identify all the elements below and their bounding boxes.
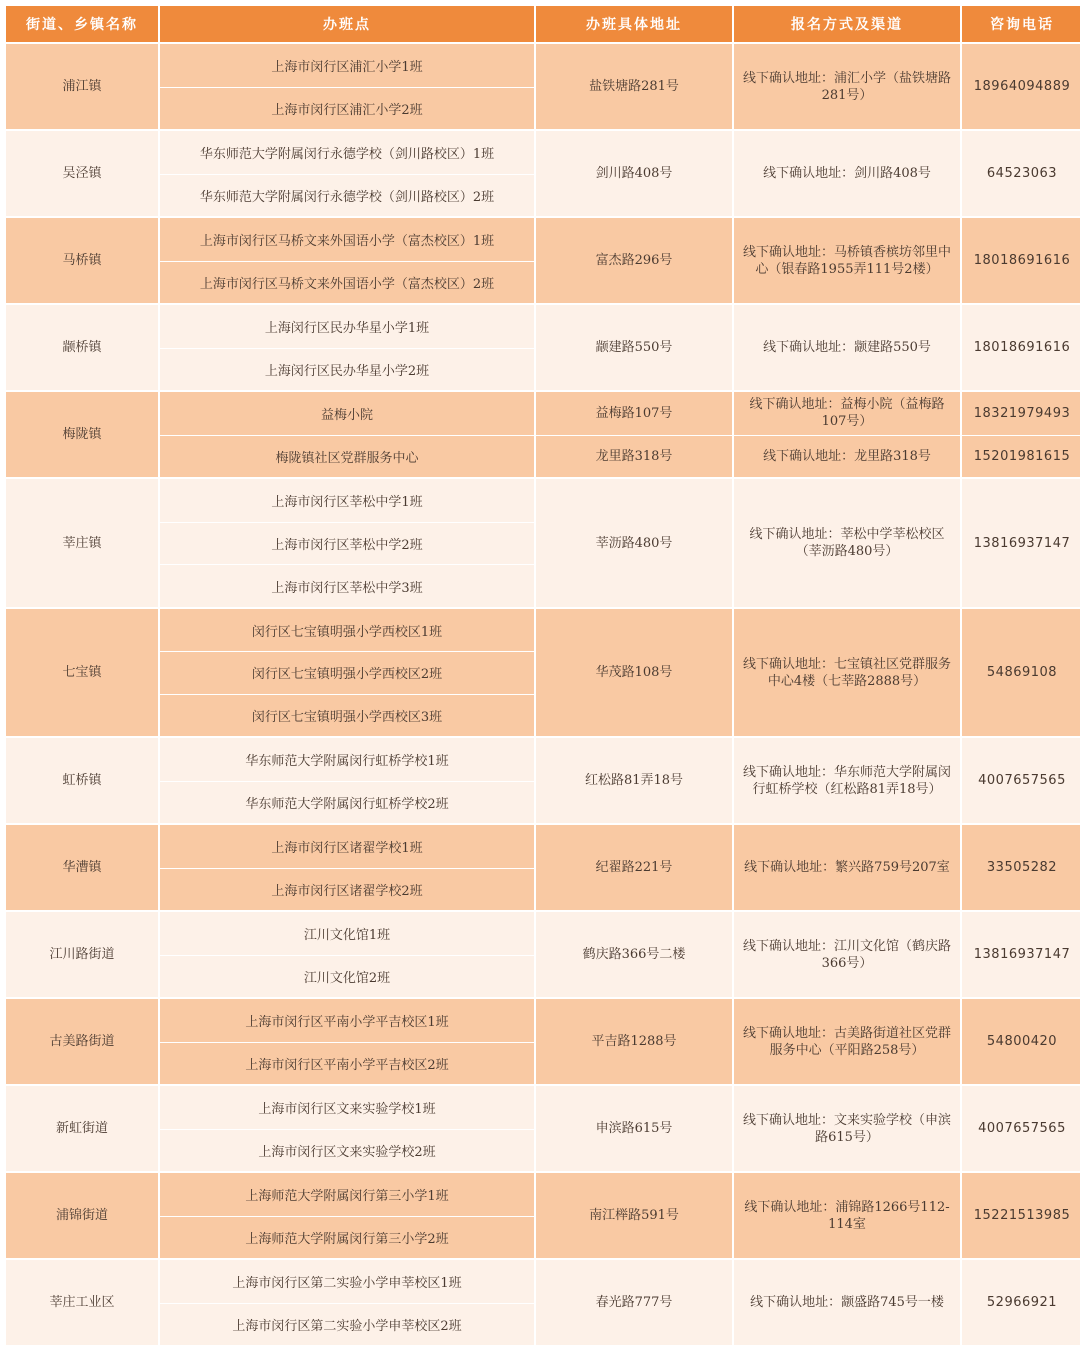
class-item: 上海市闵行区平南小学平吉校区1班 xyxy=(160,999,534,1042)
class-item: 上海闵行区民办华星小学1班 xyxy=(160,305,534,348)
class-list xyxy=(160,1173,534,1258)
address-cell: 南江榉路591号 xyxy=(536,1173,732,1258)
phone-cell: 13816937147 xyxy=(962,912,1080,997)
table-row xyxy=(6,1173,1074,1258)
class-item: 江川文化馆2班 xyxy=(160,955,534,998)
address-cell: 剑川路408号 xyxy=(536,131,732,216)
town-name: 浦江镇 xyxy=(6,44,158,129)
channel-cell: 线下确认地址：浦锦路1266号112-114室 xyxy=(734,1173,960,1258)
phone-cell: 18964094889 xyxy=(962,44,1080,129)
channel-cell: 线下确认地址：颛盛路745号一楼 xyxy=(734,1260,960,1345)
address-list xyxy=(536,305,732,390)
phone-list xyxy=(962,305,1080,390)
class-item: 上海市闵行区文来实验学校2班 xyxy=(160,1129,534,1172)
channel-list xyxy=(734,1260,960,1345)
phone-cell: 52966921 xyxy=(962,1260,1080,1345)
class-list xyxy=(160,825,534,910)
table-row xyxy=(6,912,1074,997)
channel-list xyxy=(734,392,960,477)
town-name: 虹桥镇 xyxy=(6,738,158,823)
town-name: 颛桥镇 xyxy=(6,305,158,390)
phone-cell: 33505282 xyxy=(962,825,1080,910)
class-list xyxy=(160,999,534,1084)
channel-list xyxy=(734,999,960,1084)
address-list xyxy=(536,44,732,129)
table-row xyxy=(6,609,1074,736)
class-list xyxy=(160,44,534,129)
channel-list xyxy=(734,131,960,216)
channel-cell: 线下确认地址：益梅小院（益梅路107号） xyxy=(734,392,960,435)
class-item: 华东师范大学附属闵行虹桥学校1班 xyxy=(160,738,534,781)
class-item: 江川文化馆1班 xyxy=(160,912,534,955)
town-name: 梅陇镇 xyxy=(6,392,158,477)
channel-cell: 线下确认地址：莘松中学莘松校区（莘沥路480号） xyxy=(734,479,960,607)
address-list xyxy=(536,1086,732,1171)
town-name: 江川路街道 xyxy=(6,912,158,997)
address-cell: 红松路81弄18号 xyxy=(536,738,732,823)
address-cell: 平吉路1288号 xyxy=(536,999,732,1084)
class-item: 华东师范大学附属闵行永德学校（剑川路校区）1班 xyxy=(160,131,534,174)
channel-cell: 线下确认地址：颛建路550号 xyxy=(734,305,960,390)
address-list xyxy=(536,912,732,997)
phone-list xyxy=(962,912,1080,997)
header-phone: 咨询电话 xyxy=(962,6,1080,42)
class-location-table xyxy=(6,6,1074,1347)
address-list xyxy=(536,1173,732,1258)
table-row xyxy=(6,44,1074,129)
address-cell: 纪翟路221号 xyxy=(536,825,732,910)
table-row xyxy=(6,825,1074,910)
class-item: 梅陇镇社区党群服务中心 xyxy=(160,435,534,478)
address-cell: 富杰路296号 xyxy=(536,218,732,303)
class-item: 上海市闵行区浦汇小学2班 xyxy=(160,87,534,130)
phone-cell: 13816937147 xyxy=(962,479,1080,607)
phone-cell: 64523063 xyxy=(962,131,1080,216)
class-list xyxy=(160,1260,534,1345)
phone-cell: 15221513985 xyxy=(962,1173,1080,1258)
class-item: 闵行区七宝镇明强小学西校区2班 xyxy=(160,651,534,693)
channel-cell: 线下确认地址：浦汇小学（盐铁塘路281号） xyxy=(734,44,960,129)
address-cell: 颛建路550号 xyxy=(536,305,732,390)
town-name: 华漕镇 xyxy=(6,825,158,910)
class-item: 上海市闵行区马桥文来外国语小学（富杰校区）2班 xyxy=(160,261,534,304)
phone-cell: 18321979493 xyxy=(962,392,1080,435)
phone-list xyxy=(962,131,1080,216)
class-item: 益梅小院 xyxy=(160,392,534,435)
channel-cell: 线下确认地址：文来实验学校（申滨路615号） xyxy=(734,1086,960,1171)
table-header xyxy=(6,6,1074,42)
class-item: 上海师范大学附属闵行第三小学1班 xyxy=(160,1173,534,1216)
address-list xyxy=(536,738,732,823)
class-item: 上海市闵行区平南小学平吉校区2班 xyxy=(160,1042,534,1085)
address-cell: 益梅路107号 xyxy=(536,392,732,435)
channel-list xyxy=(734,738,960,823)
address-list xyxy=(536,392,732,477)
channel-list xyxy=(734,609,960,736)
phone-list xyxy=(962,218,1080,303)
header-town: 街道、乡镇名称 xyxy=(6,6,158,42)
address-list xyxy=(536,609,732,736)
phone-cell: 54869108 xyxy=(962,609,1080,736)
class-item: 上海市闵行区第二实验小学申莘校区2班 xyxy=(160,1303,534,1346)
table-row xyxy=(6,1086,1074,1171)
table-row xyxy=(6,1260,1074,1345)
phone-list xyxy=(962,1086,1080,1171)
phone-list xyxy=(962,738,1080,823)
class-list xyxy=(160,305,534,390)
class-item: 上海师范大学附属闵行第三小学2班 xyxy=(160,1216,534,1259)
address-list xyxy=(536,131,732,216)
channel-cell: 线下确认地址：繁兴路759号207室 xyxy=(734,825,960,910)
address-list xyxy=(536,999,732,1084)
table-row xyxy=(6,305,1074,390)
phone-list xyxy=(962,1173,1080,1258)
class-item: 上海市闵行区马桥文来外国语小学（富杰校区）1班 xyxy=(160,218,534,261)
phone-cell: 4007657565 xyxy=(962,1086,1080,1171)
table-row xyxy=(6,218,1074,303)
channel-cell: 线下确认地址：龙里路318号 xyxy=(734,435,960,478)
address-cell: 鹤庆路366号二楼 xyxy=(536,912,732,997)
table-row xyxy=(6,479,1074,607)
town-name: 莘庄工业区 xyxy=(6,1260,158,1345)
phone-cell: 4007657565 xyxy=(962,738,1080,823)
class-list xyxy=(160,738,534,823)
class-list xyxy=(160,1086,534,1171)
phone-list xyxy=(962,479,1080,607)
channel-cell: 线下确认地址：剑川路408号 xyxy=(734,131,960,216)
channel-list xyxy=(734,912,960,997)
class-item: 闵行区七宝镇明强小学西校区1班 xyxy=(160,609,534,651)
class-item: 上海市闵行区莘松中学3班 xyxy=(160,564,534,607)
phone-list xyxy=(962,999,1080,1084)
channel-cell: 线下确认地址：江川文化馆（鹤庆路366号） xyxy=(734,912,960,997)
phone-cell: 18018691616 xyxy=(962,218,1080,303)
channel-list xyxy=(734,218,960,303)
town-name: 七宝镇 xyxy=(6,609,158,736)
table-row xyxy=(6,999,1074,1084)
phone-cell: 15201981615 xyxy=(962,435,1080,478)
address-list xyxy=(536,825,732,910)
class-item: 上海市闵行区文来实验学校1班 xyxy=(160,1086,534,1129)
channel-cell: 线下确认地址：七宝镇社区党群服务中心4楼（七莘路2888号） xyxy=(734,609,960,736)
address-cell: 龙里路318号 xyxy=(536,435,732,478)
channel-list xyxy=(734,1173,960,1258)
table-row xyxy=(6,131,1074,216)
class-item: 上海市闵行区诸翟学校2班 xyxy=(160,868,534,911)
class-list xyxy=(160,218,534,303)
header-class-location: 办班点 xyxy=(160,6,534,42)
channel-cell: 线下确认地址：古美路街道社区党群服务中心（平阳路258号） xyxy=(734,999,960,1084)
address-cell: 华茂路108号 xyxy=(536,609,732,736)
header-channel: 报名方式及渠道 xyxy=(734,6,960,42)
address-list xyxy=(536,218,732,303)
channel-list xyxy=(734,305,960,390)
town-name: 马桥镇 xyxy=(6,218,158,303)
class-item: 上海市闵行区第二实验小学申莘校区1班 xyxy=(160,1260,534,1303)
town-name: 莘庄镇 xyxy=(6,479,158,607)
class-item: 闵行区七宝镇明强小学西校区3班 xyxy=(160,694,534,736)
channel-list xyxy=(734,479,960,607)
class-item: 上海市闵行区莘松中学1班 xyxy=(160,479,534,522)
phone-list xyxy=(962,392,1080,477)
town-name: 吴泾镇 xyxy=(6,131,158,216)
phone-cell: 54800420 xyxy=(962,999,1080,1084)
class-item: 上海市闵行区莘松中学2班 xyxy=(160,522,534,565)
address-cell: 莘沥路480号 xyxy=(536,479,732,607)
class-list xyxy=(160,912,534,997)
class-list xyxy=(160,131,534,216)
town-name: 浦锦街道 xyxy=(6,1173,158,1258)
table-row xyxy=(6,738,1074,823)
class-item: 上海市闵行区诸翟学校1班 xyxy=(160,825,534,868)
address-list xyxy=(536,1260,732,1345)
class-item: 上海闵行区民办华星小学2班 xyxy=(160,348,534,391)
channel-cell: 线下确认地址：马桥镇香槟坊邻里中心（银春路1955弄111号2楼） xyxy=(734,218,960,303)
address-cell: 申滨路615号 xyxy=(536,1086,732,1171)
phone-cell: 18018691616 xyxy=(962,305,1080,390)
address-list xyxy=(536,479,732,607)
phone-list xyxy=(962,44,1080,129)
table-row xyxy=(6,392,1074,477)
phone-list xyxy=(962,609,1080,736)
class-list xyxy=(160,479,534,607)
channel-list xyxy=(734,825,960,910)
phone-list xyxy=(962,1260,1080,1345)
town-name: 古美路街道 xyxy=(6,999,158,1084)
table-body xyxy=(6,44,1074,1345)
channel-cell: 线下确认地址：华东师范大学附属闵行虹桥学校（红松路81弄18号） xyxy=(734,738,960,823)
class-item: 华东师范大学附属闵行虹桥学校2班 xyxy=(160,781,534,824)
channel-list xyxy=(734,44,960,129)
class-item: 上海市闵行区浦汇小学1班 xyxy=(160,44,534,87)
address-cell: 盐铁塘路281号 xyxy=(536,44,732,129)
phone-list xyxy=(962,825,1080,910)
address-cell: 春光路777号 xyxy=(536,1260,732,1345)
class-list xyxy=(160,392,534,477)
class-item: 华东师范大学附属闵行永德学校（剑川路校区）2班 xyxy=(160,174,534,217)
channel-list xyxy=(734,1086,960,1171)
town-name: 新虹街道 xyxy=(6,1086,158,1171)
header-address: 办班具体地址 xyxy=(536,6,732,42)
class-list xyxy=(160,609,534,736)
